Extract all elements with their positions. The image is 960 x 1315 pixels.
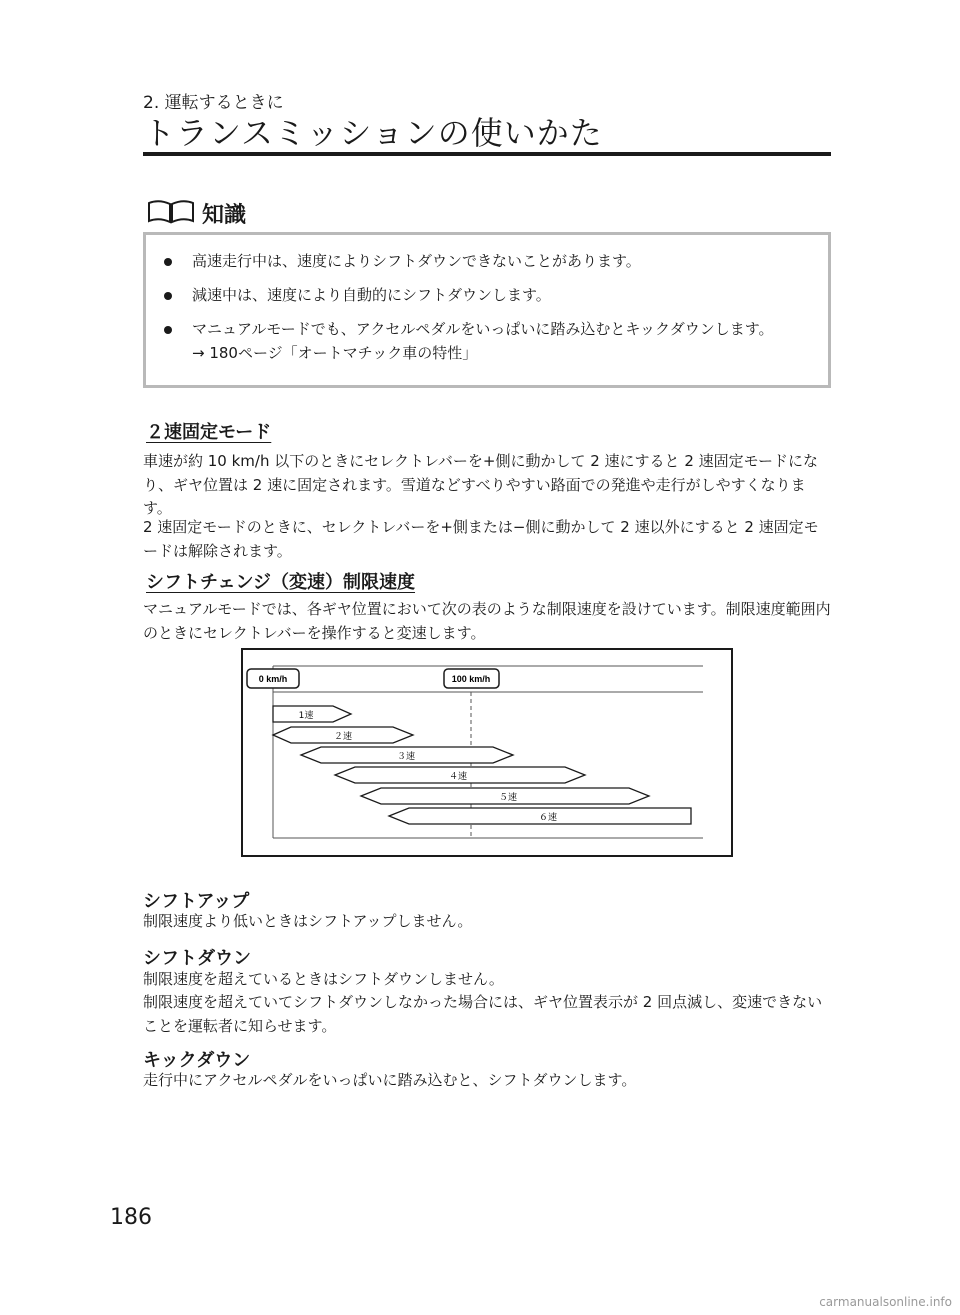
gear-3-label: ３速	[396, 752, 416, 762]
heading-shift-up: シフトアップ	[143, 891, 250, 912]
knowledge-box	[143, 232, 831, 388]
speed-label-100: 100 km/h	[451, 674, 491, 684]
gear-4-label: ４速	[448, 772, 468, 782]
gear-2-label: ２速	[333, 732, 353, 742]
footer-watermark: carmanualsonline.info	[819, 1295, 952, 1309]
page-number: 186	[110, 1205, 152, 1230]
page-reference: → 180ページ「オートマチック車の特性」	[192, 344, 478, 362]
shift-change-para: マニュアルモードでは、各ギヤ位置において次の表のような制限速度を設けています。制限速度範囲内のときにセレクトレバーを操作すると変速します。	[143, 600, 831, 642]
shift-up-text: 制限速度より低いときはシフトアップしません。	[143, 912, 473, 930]
second-gear-para-2: 2 速固定モードのときに、セレクトレバーを+側または−側に動かして 2 速以外にすると 2 速固定モードは解除されます。	[143, 518, 819, 560]
section-heading-shift-change: シフトチェンジ（変速）制限速度	[146, 572, 416, 593]
page-title: トランスミッションの使いかた	[143, 114, 603, 152]
knowledge-label: 知識	[202, 203, 247, 228]
list-item: マニュアルモードでも、アクセルペダルをいっぱいに踏み込むとキックダウンします。 → 180ページ「オートマチック車の特性」	[164, 317, 822, 365]
heading-kickdown: キックダウン	[143, 1050, 251, 1071]
title-rule	[143, 152, 831, 156]
list-item: 減速中は、速度により自動的にシフトダウンします。	[164, 283, 822, 307]
open-book-icon	[146, 199, 196, 229]
shift-speed-diagram	[241, 648, 733, 857]
list-item: 高速走行中は、速度によりシフトダウンできないことがあります。	[164, 249, 822, 273]
shift-down-text-1: 制限速度を超えているときはシフトダウンしません。	[143, 970, 504, 988]
knowledge-heading	[146, 198, 246, 229]
second-gear-para-1: 車速が約 10 km/h 以下のときにセレクトレバーを+側に動かして 2 速にすると 2 速固定モードになり、ギヤ位置は 2 速に固定されます。雪道などすべりやすい路面での発進や走行がしやすくなります。	[143, 452, 819, 517]
section-heading-second-gear: ２速固定モード	[146, 422, 272, 443]
speed-label-0: 0 km/h	[258, 674, 288, 684]
kickdown-text: 走行中にアクセルペダルをいっぱいに踏み込むと、シフトダウンします。	[143, 1071, 637, 1089]
shift-down-text-2: 制限速度を超えていてシフトダウンしなかった場合には、ギヤ位置表示が 2 回点滅し、変速できないことを運転者に知らせます。	[143, 993, 823, 1035]
gear-5-label: ５速	[498, 793, 518, 803]
chapter-label: 2. 運転するときに	[143, 93, 284, 113]
gear-1-label: 1速	[298, 711, 314, 721]
heading-shift-down: シフトダウン	[143, 948, 251, 969]
gear-6-label: ６速	[538, 813, 558, 823]
